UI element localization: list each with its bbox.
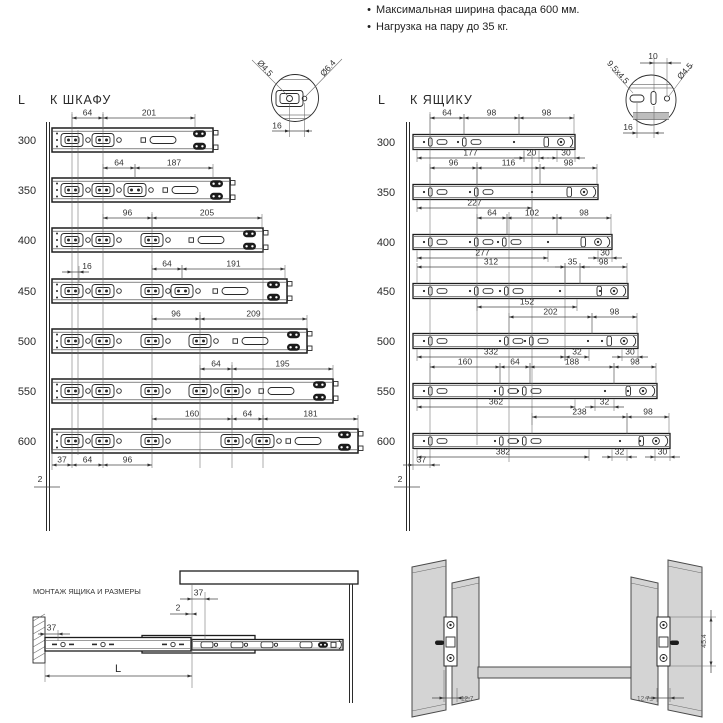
- svg-text:МОНТАЖ ЯЩИКА И РАЗМЕРЫ: МОНТАЖ ЯЩИКА И РАЗМЕРЫ: [33, 587, 141, 596]
- svg-text:К ШКАФУ: К ШКАФУ: [50, 93, 112, 107]
- drawer-section: [377, 93, 680, 531]
- svg-text:К ЯЩИКУ: К ЯЩИКУ: [410, 93, 473, 107]
- svg-text:500: 500: [376, 336, 396, 348]
- svg-text:550: 550: [17, 386, 37, 398]
- svg-text:64: 64: [487, 207, 497, 218]
- svg-text:191: 191: [226, 258, 241, 269]
- svg-text:201: 201: [141, 107, 157, 118]
- svg-text:32: 32: [614, 446, 625, 457]
- svg-text:450: 450: [376, 286, 396, 298]
- svg-text:16: 16: [272, 120, 282, 131]
- svg-text:205: 205: [199, 207, 215, 218]
- svg-text:30: 30: [561, 147, 571, 158]
- svg-text:2: 2: [175, 602, 181, 613]
- svg-text:96: 96: [171, 308, 181, 319]
- svg-text:300: 300: [376, 137, 396, 149]
- svg-text:98: 98: [579, 207, 589, 218]
- svg-text:30: 30: [600, 247, 610, 258]
- svg-text:16: 16: [82, 261, 92, 271]
- svg-text:350: 350: [17, 185, 37, 197]
- svg-text:45.4: 45.4: [701, 634, 708, 648]
- svg-text:98: 98: [486, 107, 497, 118]
- svg-text:30: 30: [625, 346, 635, 357]
- svg-text:116: 116: [501, 157, 516, 168]
- svg-text:98: 98: [563, 157, 574, 168]
- svg-text:64: 64: [510, 356, 520, 367]
- svg-text:64: 64: [82, 454, 93, 465]
- svg-text:160: 160: [184, 408, 200, 419]
- svg-text:37: 37: [193, 587, 204, 598]
- svg-text:98: 98: [609, 306, 620, 317]
- svg-text:450: 450: [17, 286, 37, 298]
- svg-text:400: 400: [17, 235, 37, 247]
- svg-text:277: 277: [475, 247, 490, 258]
- svg-text:550: 550: [376, 386, 396, 398]
- svg-text:98: 98: [643, 406, 653, 417]
- svg-text:382: 382: [495, 446, 511, 457]
- svg-text:12.7: 12.7: [461, 695, 474, 703]
- svg-text:2: 2: [397, 474, 403, 484]
- svg-text:37: 37: [416, 454, 427, 465]
- svg-text:160: 160: [457, 356, 473, 367]
- svg-text:37: 37: [57, 454, 67, 465]
- mounting-diagram: [33, 571, 358, 703]
- svg-text:227: 227: [467, 197, 482, 208]
- drawer-hole-detail: [605, 51, 695, 138]
- svg-text:32: 32: [599, 396, 610, 407]
- svg-text:177: 177: [463, 147, 478, 158]
- svg-text:96: 96: [122, 207, 133, 218]
- svg-text:188: 188: [564, 356, 580, 367]
- cabinet-hole-detail: [252, 58, 342, 137]
- svg-text:181: 181: [303, 408, 318, 419]
- svg-text:98: 98: [630, 356, 640, 367]
- svg-text:202: 202: [543, 306, 558, 317]
- svg-text:600: 600: [17, 436, 37, 448]
- svg-text:Ø4.5: Ø4.5: [674, 60, 695, 82]
- svg-text:102: 102: [524, 207, 540, 218]
- svg-text:195: 195: [275, 358, 290, 369]
- svg-text:96: 96: [448, 157, 459, 168]
- svg-text:209: 209: [246, 308, 261, 319]
- svg-text:2: 2: [37, 474, 43, 484]
- svg-text:37: 37: [46, 622, 57, 633]
- svg-text:20: 20: [526, 147, 537, 158]
- svg-text:152: 152: [519, 296, 535, 307]
- svg-text:332: 332: [483, 346, 499, 357]
- svg-text:350: 350: [376, 187, 396, 199]
- svg-text:98: 98: [598, 256, 609, 267]
- cross-section-diagram: [412, 560, 716, 717]
- note-load: • Нагрузка на пару до 35 кг.: [362, 19, 579, 36]
- svg-text:35: 35: [567, 256, 578, 267]
- svg-text:64: 64: [242, 408, 253, 419]
- svg-text:64: 64: [211, 358, 221, 369]
- svg-text:64: 64: [82, 107, 93, 118]
- svg-text:362: 362: [488, 396, 504, 407]
- svg-text:238: 238: [572, 406, 587, 417]
- svg-text:Ø4.5: Ø4.5: [255, 57, 276, 79]
- svg-text:9.5x4.5: 9.5x4.5: [605, 58, 632, 86]
- svg-text:96: 96: [122, 454, 133, 465]
- note-max-width: • Максимальная ширина фасада 600 мм.: [362, 2, 579, 19]
- svg-text:32: 32: [572, 346, 582, 357]
- svg-text:98: 98: [541, 107, 552, 118]
- svg-text:500: 500: [17, 336, 37, 348]
- svg-text:L: L: [18, 93, 26, 107]
- svg-text:16: 16: [623, 122, 633, 132]
- cabinet-section: [18, 93, 363, 531]
- bullet-icon: •: [367, 4, 371, 16]
- svg-text:Ø6.4: Ø6.4: [317, 57, 338, 79]
- svg-text:312: 312: [483, 256, 499, 267]
- svg-text:L: L: [378, 93, 386, 107]
- svg-text:12.7±: 12.7±: [637, 695, 653, 703]
- svg-text:600: 600: [376, 436, 396, 448]
- svg-text:400: 400: [376, 237, 396, 249]
- svg-text:187: 187: [166, 157, 182, 168]
- svg-text:10: 10: [648, 51, 658, 61]
- svg-text:64: 64: [114, 157, 124, 168]
- svg-text:L: L: [114, 663, 122, 675]
- svg-text:64: 64: [442, 107, 452, 118]
- bullet-icon: •: [367, 21, 371, 33]
- svg-text:64: 64: [162, 258, 172, 269]
- svg-text:30: 30: [657, 446, 668, 457]
- svg-text:300: 300: [17, 135, 37, 147]
